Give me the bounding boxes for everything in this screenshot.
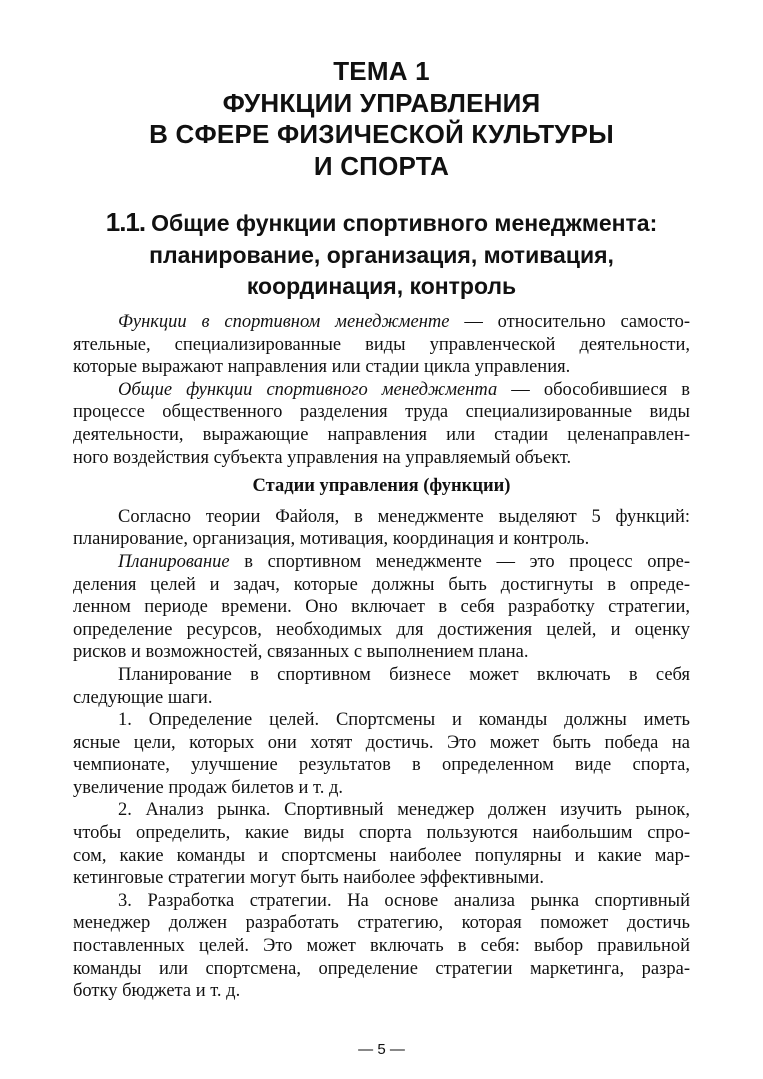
- term-planning: Планирование: [118, 551, 230, 572]
- topic-title-line: ФУНКЦИИ УПРАВЛЕНИЯ: [222, 87, 541, 118]
- list-item-market-analysis: 2. Анализ рынка. Спортивный менеджер должен изучить рынок, чтобы определить, какие виды спорта пользуются наибольшим спро- сом, какие команды и спортсмены наиболее популярны и какие мар- кетинговые стратегии могут быть наиболее эффективными.: [73, 800, 690, 889]
- paragraph-general-functions: Общие функции спортивного менеджмента — обособившиеся в процессе общественного разделения труда специализированные виды деятельности, выражающие направления или стадии целенаправлен- ного воздействия субъекта управления на управляемый объект.: [73, 379, 690, 468]
- topic-title: [0, 56, 763, 182]
- topic-title-line: ТЕМА 1: [333, 56, 430, 86]
- body-text: [73, 311, 690, 1003]
- list-item-goals: 1. Определение целей. Спортсмены и команды должны иметь ясные цели, которых они хотят достичь. Это может быть победа на чемпионате, улучшение результатов в определенном виде спорта, увеличение продаж билетов и т. д.: [73, 710, 690, 798]
- paragraph-functions-definition: Функции в спортивном менеджменте — относительно самосто- ятельные, специализированные виды управленческой деятельности, которые выражают направления или стадии цикла управления.: [73, 312, 690, 378]
- section-number: 1.1.: [105, 207, 146, 237]
- list-item-strategy: 3. Разработка стратегии. На основе анализа рынка спортивный менеджер должен разработать стратегию, которая поможет достичь поставленных целей. Это может включать в себя: выбор правильной команды или спортсмена, определение стратегии маркетинга, разра- ботку бюджета и т. д.: [73, 890, 690, 1002]
- paragraph-planning: Планирование в спортивном менеджменте — это процесс опре- деления целей и задач, которые должны быть достигнуты в опреде- ленном периоде времени. Оно включает в себя разработку стратегии, определение ресурсов, необходимых для достижения целей, и оценку рисков и возможностей, связанных с выполнением плана.: [73, 551, 690, 663]
- page-number: — 5 —: [358, 1041, 405, 1058]
- topic-title-line: И СПОРТА: [313, 150, 450, 181]
- section-heading-line: координация, контроль: [246, 273, 517, 299]
- paragraph-planning-steps: Планирование в спортивном бизнесе может включать в себя следующие шаги.: [73, 664, 690, 708]
- term-general-functions: Общие функции спортивного менеджмента: [118, 379, 498, 400]
- section-heading-line: Общие функции спортивного менеджмента:: [151, 210, 658, 236]
- section-heading: [0, 207, 763, 303]
- term-functions: Функции в спортивном менеджменте: [118, 312, 450, 332]
- topic-title-line: В СФЕРЕ ФИЗИЧЕСКОЙ КУЛЬТУРЫ: [149, 119, 614, 149]
- section-heading-line: планирование, организация, мотивация,: [149, 241, 614, 268]
- subheading-stages: Стадии управления (функции): [252, 476, 511, 497]
- paragraph-fayol: Согласно теории Файоля, в менеджменте выделяют 5 функций: планирование, организация, мотивация, координация и контроль.: [73, 506, 690, 550]
